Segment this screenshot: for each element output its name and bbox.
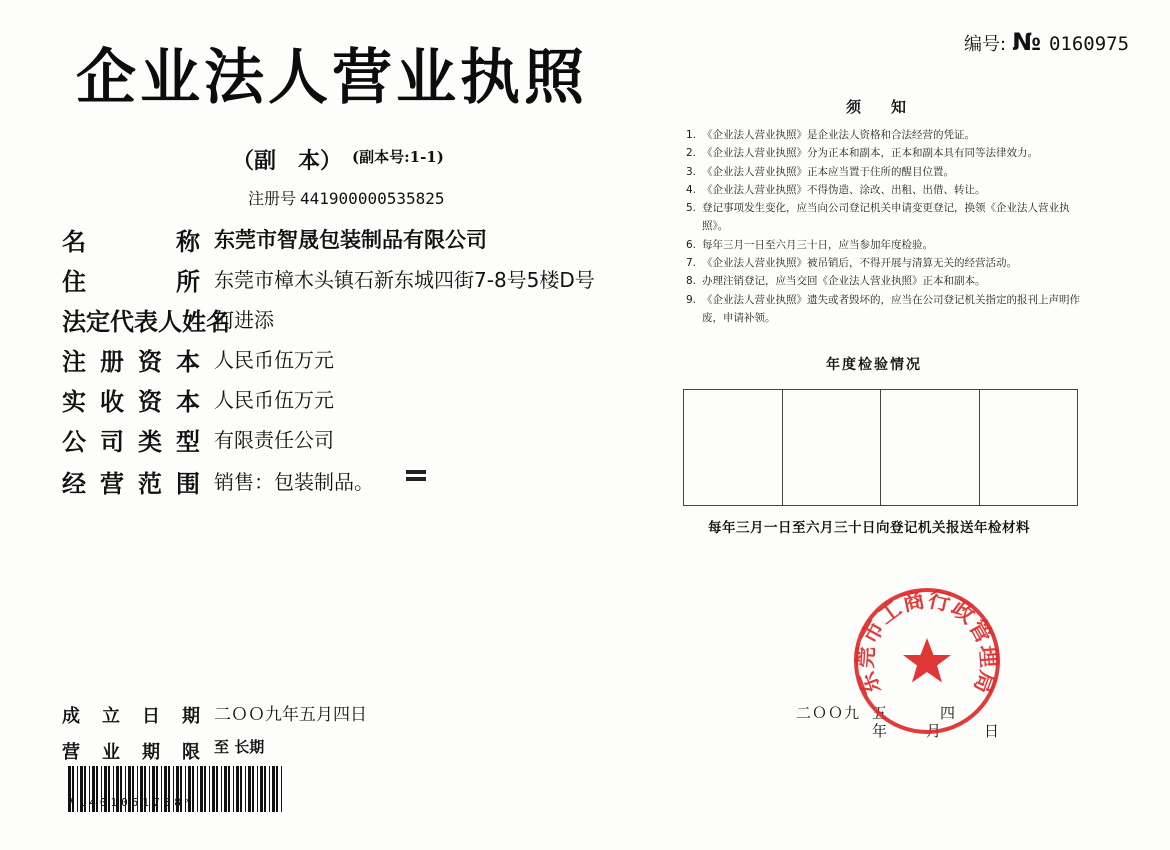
- notice-item-number: 4.: [686, 183, 697, 196]
- field-label: [62, 464, 200, 499]
- field-label-char: 所: [176, 268, 200, 296]
- barcode-bar: [212, 766, 215, 812]
- barcode-bar: [245, 766, 246, 812]
- notice-item-number: 1.: [686, 129, 697, 141]
- registration-number: 441900000535825: [300, 189, 445, 208]
- notice-title: 须知: [846, 98, 937, 116]
- field-label: [62, 222, 200, 257]
- bottom-field-label: [62, 702, 200, 728]
- field-label-char: 本: [176, 348, 200, 376]
- annual-inspection-note: 每年三月一日至六月三十日向登记机关报送年检材料: [708, 520, 1030, 536]
- notice-item-number: 3.: [686, 165, 697, 178]
- field-label-char: 资: [138, 348, 162, 376]
- notice-item: [686, 272, 1086, 290]
- official-seal-stamp: [852, 586, 1002, 736]
- field-label-char: 营: [100, 470, 124, 498]
- barcode-text: *1401051738*: [68, 796, 196, 809]
- issue-year: 二ＯＯ九: [796, 704, 861, 722]
- bottom-field-label-char: 期: [182, 706, 200, 727]
- annual-inspection-title: 年度检验情况: [826, 357, 922, 373]
- field-value: 人民币伍万元: [214, 348, 334, 372]
- barcode-bar: [272, 766, 275, 812]
- barcode-bar: [209, 766, 210, 812]
- barcode-bar: [269, 766, 270, 812]
- serial-label: 编号:: [964, 34, 1007, 55]
- notice-item-number: 2.: [686, 147, 697, 160]
- field-label: [62, 262, 200, 297]
- annual-inspection-grid: [683, 389, 1078, 506]
- field-label-char: 围: [176, 470, 200, 498]
- notice-item: [686, 181, 1086, 199]
- barcode-bar: [224, 766, 227, 812]
- annual-inspection-cell: [980, 390, 1078, 505]
- field-value: 销售：包装制品。: [214, 470, 374, 494]
- issue-date: [796, 702, 1000, 740]
- barcode-bar: [233, 766, 234, 812]
- field-label-char: 本: [176, 388, 200, 416]
- field-label: [62, 422, 200, 457]
- notice-item: [686, 254, 1086, 272]
- barcode-bar: [260, 766, 263, 812]
- copy-label: （副 本）: [232, 148, 343, 174]
- field-label-char: 经: [62, 470, 86, 498]
- notice-item-text: 每年三月一日至六月三十日，应当参加年度检验。: [702, 238, 933, 251]
- barcode-bar: [197, 766, 198, 812]
- field-value: 东莞市智晟包装制品有限公司: [214, 228, 487, 252]
- month-label: 月: [926, 722, 942, 740]
- field-label-char: 型: [176, 428, 200, 456]
- field-label-char: 公: [62, 428, 86, 456]
- scope-end-mark: [406, 470, 426, 484]
- notice-list: [686, 126, 1086, 327]
- field-label-char: 注: [62, 348, 86, 376]
- notice-item-number: 6.: [686, 238, 697, 251]
- bottom-field-label-char: 限: [182, 742, 200, 763]
- notice-item-text: 《企业法人营业执照》遗失或者毁坏的，应当在公司登记机关指定的报刊上声明作废，申请补领。: [702, 293, 1080, 324]
- numero-sign: №: [1012, 28, 1041, 56]
- notice-item-text: 《企业法人营业执照》分为正本和副本，正本和副本具有同等法律效力。: [702, 147, 1038, 160]
- bottom-field-label-char: 日: [142, 706, 160, 727]
- barcode-bar: [228, 766, 230, 812]
- field-label-char: 名: [62, 228, 86, 256]
- field-label-char: 实: [62, 388, 86, 416]
- barcode-bar: [216, 766, 218, 812]
- bottom-field-label-char: 营: [62, 742, 80, 763]
- notice-item: [686, 236, 1086, 254]
- star-icon: [903, 638, 951, 683]
- field-label: [62, 382, 200, 417]
- notice-item: [686, 163, 1086, 181]
- barcode-bar: [204, 766, 206, 812]
- annual-inspection-cell: [783, 390, 882, 505]
- field-label-char: 册: [100, 348, 124, 376]
- barcode-bar: [252, 766, 254, 812]
- field-label-char: 类: [138, 428, 162, 456]
- field-label-char: 范: [138, 470, 162, 498]
- bottom-field-label-char: 成: [62, 706, 80, 727]
- registration-number-row: [248, 186, 445, 209]
- issue-month: 五: [872, 704, 888, 722]
- notice-item-number: 7.: [686, 257, 697, 270]
- day-label: 日: [984, 722, 1000, 740]
- field-label-char: 住: [62, 268, 86, 296]
- annual-inspection-cell: [684, 390, 783, 505]
- bottom-field-value: 至 长期: [214, 738, 265, 756]
- field-value: 东莞市樟木头镇石新东城四街7-8号5楼D号: [214, 268, 595, 292]
- barcode-bar: [240, 766, 242, 812]
- field-value: 有限责任公司: [214, 428, 334, 452]
- bottom-field-label-char: 立: [102, 706, 120, 727]
- notice-item: [686, 199, 1086, 236]
- barcode-bar: [236, 766, 239, 812]
- barcode-bar: [276, 766, 278, 812]
- notice-item: [686, 126, 1086, 144]
- barcode-bar: [281, 766, 282, 812]
- bottom-field-label-char: 业: [102, 742, 120, 763]
- notice-item-text: 登记事项发生变化，应当向公司登记机关申请变更登记，换领《企业法人营业执照》。: [702, 202, 1070, 233]
- field-label: [62, 302, 230, 337]
- notice-item: [686, 291, 1086, 328]
- notice-item-number: 8.: [686, 275, 697, 288]
- barcode-bar: [257, 766, 258, 812]
- notice-item-text: 办理注销登记，应当交回《企业法人营业执照》正本和副本。: [702, 275, 986, 288]
- field-value: 何进添: [214, 308, 274, 332]
- notice-item-text: 《企业法人营业执照》被吊销后，不得开展与清算无关的经营活动。: [702, 257, 1017, 270]
- barcode-bar: [221, 766, 222, 812]
- notice-item: [686, 144, 1086, 162]
- field-label: [62, 342, 200, 377]
- barcode-bar: [248, 766, 251, 812]
- field-label-char: 收: [100, 388, 124, 416]
- field-label-char: 称: [176, 228, 200, 256]
- barcode-bar: [200, 766, 203, 812]
- issue-day: 四: [940, 704, 956, 722]
- bottom-field-label-char: 期: [142, 742, 160, 763]
- year-label: 年: [872, 722, 888, 740]
- field-label-char: 法定代表人姓名: [62, 308, 230, 336]
- field-label-char: 资: [138, 388, 162, 416]
- notice-item-text: 《企业法人营业执照》正本应当置于住所的醒目位置。: [702, 165, 954, 178]
- serial-number-row: [964, 28, 1129, 56]
- notice-item-text: 《企业法人营业执照》是企业法人资格和合法经营的凭证。: [702, 129, 975, 141]
- notice-item-text: 《企业法人营业执照》不得伪造、涂改、出租、出借、转让。: [702, 183, 986, 196]
- annual-inspection-cell: [881, 390, 980, 505]
- serial-number: 0160975: [1048, 33, 1130, 55]
- svg-text:东莞市工商行政管理局: 东莞市工商行政管理局: [853, 587, 1001, 698]
- bottom-field-label: [62, 738, 200, 764]
- bottom-field-value: 二ＯＯ九年五月四日: [214, 705, 367, 725]
- barcode-bar: [264, 766, 266, 812]
- notice-item-number: 5.: [686, 202, 697, 215]
- notice-item-number: 9.: [686, 293, 697, 306]
- registration-number-label: 注册号: [248, 189, 297, 208]
- license-title: 企业法人营业执照: [76, 43, 588, 113]
- field-label-char: 司: [100, 428, 124, 456]
- field-value: 人民币伍万元: [214, 388, 334, 412]
- copy-number: (副本号:1-1): [352, 148, 444, 166]
